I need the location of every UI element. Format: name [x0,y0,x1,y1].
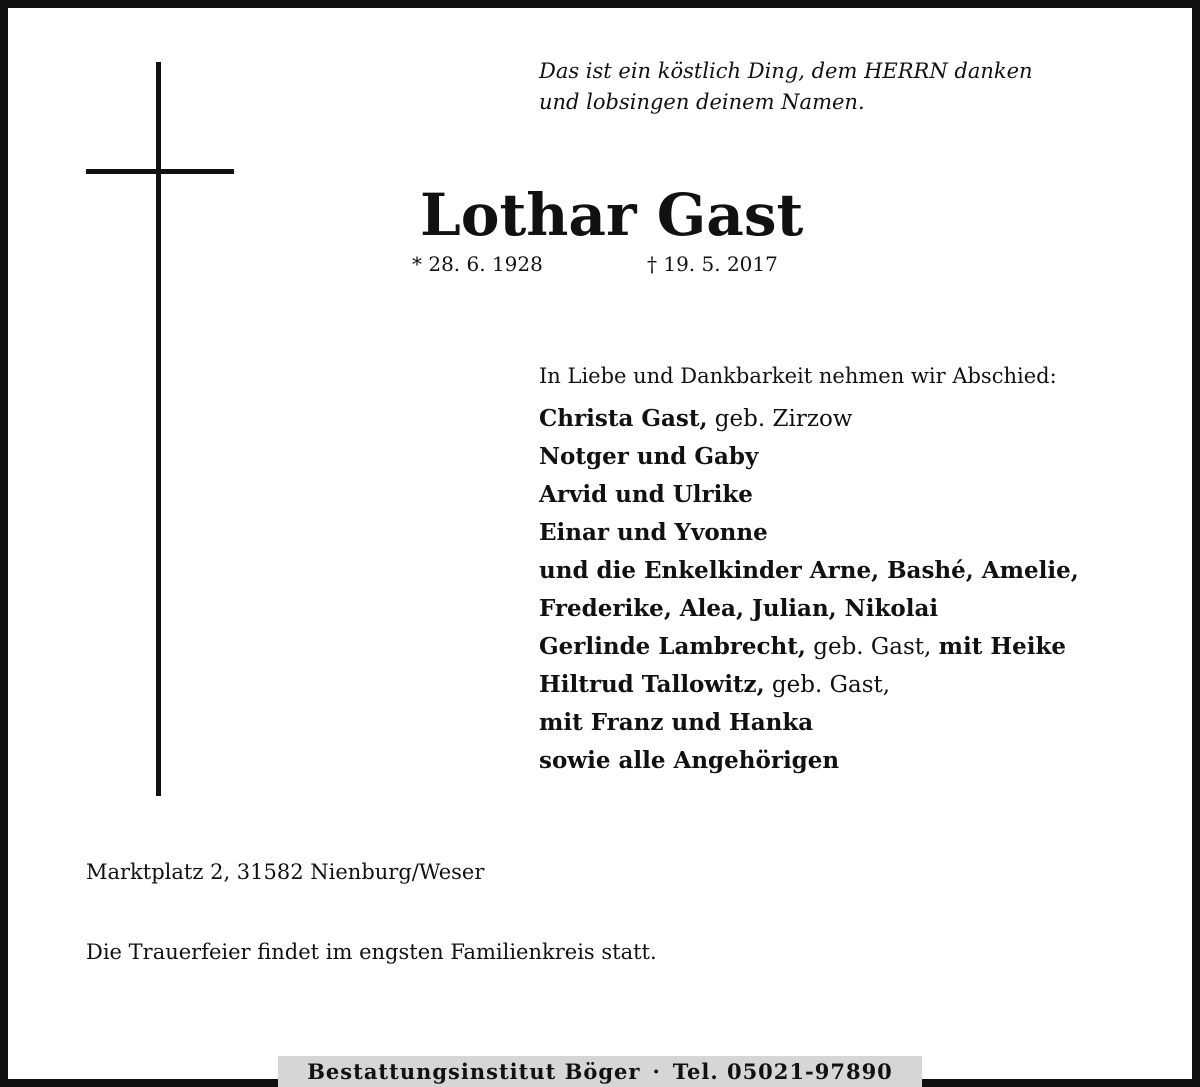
mourner-name: sowie alle Angehörigen [539,747,840,774]
deceased-name: Lothar Gast [420,181,804,249]
undertaker-name: Bestattungsinstitut Böger [307,1059,641,1084]
mourner-row [539,476,1079,514]
psalm-line-1: Das ist ein köstlich Ding, dem HERRN danken [539,59,1033,83]
mourner-row [539,400,1079,438]
mourner-name: Gerlinde Lambrecht, [539,633,806,660]
mourner-detail: geb. Gast, [764,672,891,698]
mourner-name-extra: mit Heike [938,633,1067,660]
mourner-row [539,628,1079,666]
mourner-name: Einar und Yvonne [539,519,768,546]
psalm-line-2: und lobsingen deinem Namen. [539,90,865,114]
ceremony-note: Die Trauerfeier findet im engsten Familienkreis statt. [86,940,657,964]
mourner-name: und die Enkelkinder Arne, Bashé, Amelie, [539,557,1079,584]
mourner-row [539,552,1079,590]
mourner-row [539,666,1079,704]
mourner-detail: geb. Gast, [805,634,939,660]
mourner-row [539,590,1079,628]
undertaker-phone: Tel. 05021-97890 [672,1059,893,1084]
mourner-detail: geb. Zirzow [707,406,853,432]
mourners-list [539,400,1079,780]
mourner-row [539,704,1079,742]
birth-date: * 28. 6. 1928 [412,252,543,276]
footer-separator: · [652,1059,661,1084]
cross-horizontal-bar [86,169,234,174]
mourner-name: Frederike, Alea, Julian, Nikolai [539,595,939,622]
mourner-row [539,438,1079,476]
mourner-row [539,742,1079,780]
mourner-name: Christa Gast, [539,405,708,432]
psalm-quote [539,56,1033,118]
address: Marktplatz 2, 31582 Nienburg/Weser [86,860,485,884]
farewell-intro: In Liebe und Dankbarkeit nehmen wir Abschied: [539,364,1057,388]
mourner-name: Notger und Gaby [539,443,759,470]
mourner-name: Arvid und Ulrike [539,481,753,508]
death-date: † 19. 5. 2017 [647,252,778,276]
mourner-name: mit Franz und Hanka [539,709,814,736]
undertaker-footer [278,1056,922,1087]
mourner-row [539,514,1079,552]
mourner-name: Hiltrud Tallowitz, [539,671,765,698]
